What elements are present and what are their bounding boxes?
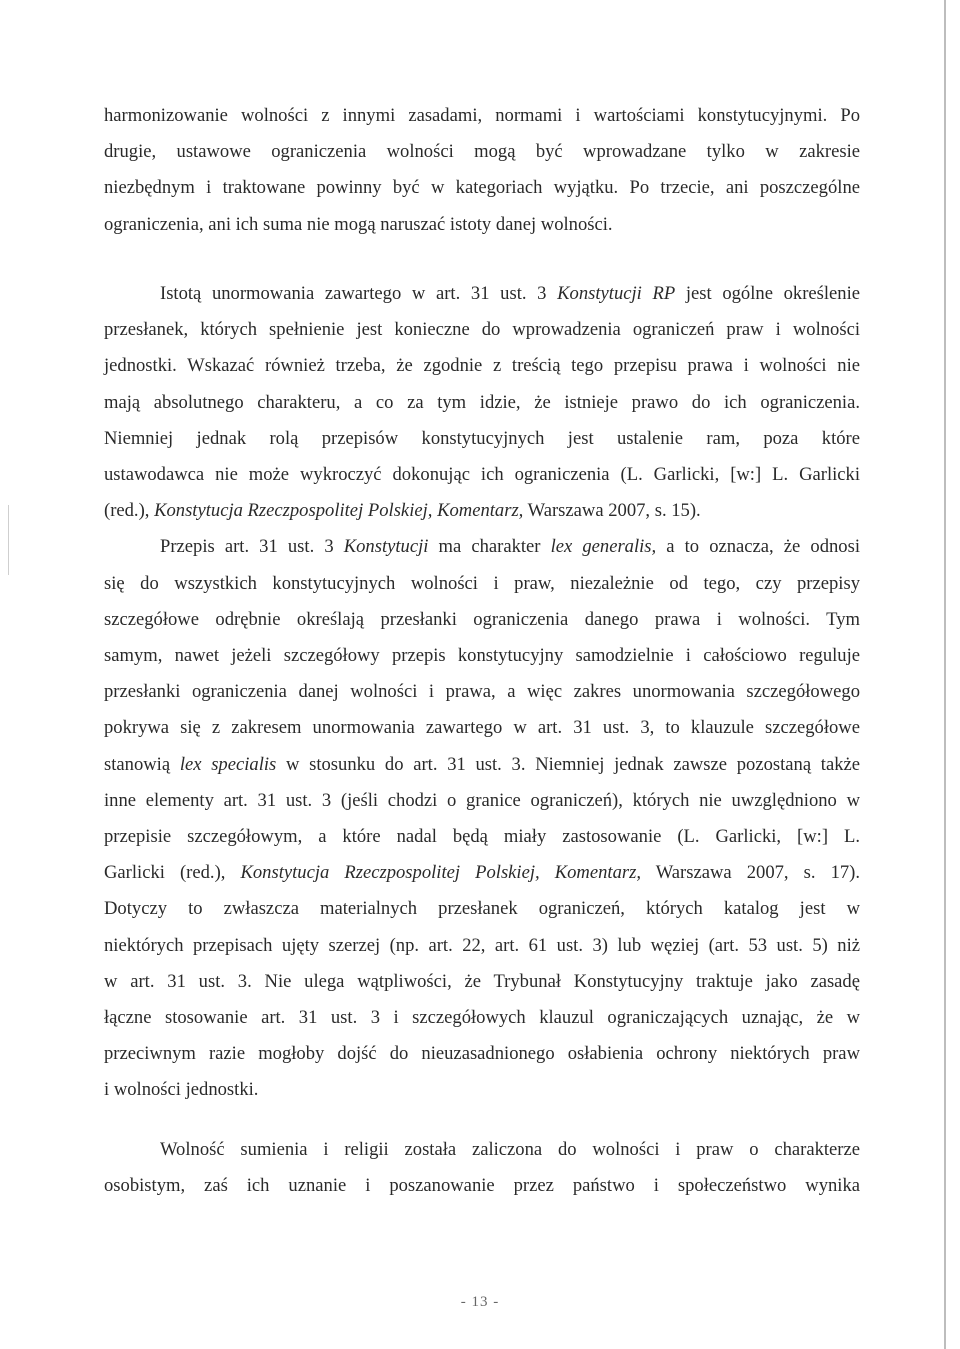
text-line: stanowią lex specialis w stosunku do art. 31 ust. 3. Niemniej jednak zawsze pozostaną także: [104, 753, 861, 775]
paragraph-article-31: [104, 276, 860, 1109]
text-line: ograniczenia, ani ich suma nie mogą naruszać istoty danej wolności.: [104, 213, 613, 235]
text-line: Istotą unormowania zawartego w art. 31 ust. 3 Konstytucji RP jest ogólne określenie: [160, 283, 861, 304]
text-line: w art. 31 ust. 3. Nie ulega wątpliwości, że Trybunał Konstytucyjny traktuje jako zasadę: [104, 970, 860, 992]
text-line: Wolność sumienia i religii została zaliczona do wolności i praw o charakterze: [160, 1139, 860, 1160]
text-line: inne elementy art. 31 ust. 3 (jeśli chodzi o granice ograniczeń), których nie uwzględniono w: [104, 789, 860, 811]
text-line: Niemniej jednak rolą przepisów konstytucyjnych jest ustalenie ram, poza które: [104, 427, 860, 449]
scan-edge-line: [944, 0, 946, 1349]
page-number: - 13 -: [460, 1294, 500, 1310]
text-line: osobistym, zaś ich uznanie i poszanowanie przez państwo i społeczeństwo wynika: [104, 1175, 860, 1197]
text-line: samym, nawet jeżeli szczegółowy przepis konstytucyjny samodzielnie i całościowo reguluje: [104, 645, 860, 667]
text-line: przeciwnym razie mogłoby dojść do nieuzasadnionego osłabienia ochrony niektórych praw: [104, 1043, 860, 1065]
text-line: harmonizowanie wolności z innymi zasadami, normami i wartościami konstytucyjnymi. Po: [104, 105, 860, 126]
paragraph-freedom-of-conscience: [104, 1132, 860, 1204]
text-line: łączne stosowanie art. 31 ust. 3 i szczegółowych klauzul ograniczających uznając, że w: [104, 1007, 860, 1029]
text-line: szczegółowe odrębnie określają przesłanki ograniczenia danego prawa i wolności. Tym: [104, 608, 860, 630]
text-line: niezbędnym i traktowane powinny być w kategoriach wyjątku. Po trzecie, ani poszczególne: [104, 177, 860, 199]
text-line: przesłanki ograniczenia danej wolności i prawa, a więc zakres unormowania szczegółowego: [104, 681, 860, 703]
text-line: jednostki. Wskazać również trzeba, że zgodnie z treścią tego przepisu prawa i wolności nie: [104, 355, 860, 377]
text-line: pokrywa się z zakresem unormowania zawartego w art. 31 ust. 3, to klauzule szczegółowe: [104, 717, 860, 739]
text-line: Dotyczy to zwłaszcza materialnych przesłanek ograniczeń, których katalog jest w: [104, 898, 860, 920]
text-line: i wolności jednostki.: [104, 1079, 259, 1101]
text-line: (red.), Konstytucja Rzeczpospolitej Polskiej, Komentarz, Warszawa 2007, s. 15).: [104, 500, 701, 522]
text-line: Garlicki (red.), Konstytucja Rzeczpospolitej Polskiej, Komentarz, Warszawa 2007, s. 17).: [104, 862, 861, 884]
text-line: Przepis art. 31 ust. 3 Konstytucji ma charakter lex generalis, a to oznacza, że odnosi: [160, 536, 860, 558]
text-line: drugie, ustawowe ograniczenia wolności mogą być wprowadzane tylko w zakresie: [104, 141, 860, 163]
text-line: się do wszystkich konstytucyjnych wolności i praw, niezależnie od tego, czy przepisy: [104, 572, 860, 594]
text-line: przepisie szczegółowym, a które nadal będą miały zastosowanie (L. Garlicki, [w:] L.: [104, 826, 860, 848]
paragraph-continuation: [104, 98, 860, 243]
text-line: przesłanek, których spełnienie jest konieczne do wprowadzenia ograniczeń praw i wolności: [104, 319, 860, 341]
text-line: mają absolutnego charakteru, a co za tym idzie, że istnieje prawo do ich ograniczenia.: [104, 391, 860, 413]
text-line: ustawodawca nie może wykroczyć dokonując ich ograniczenia (L. Garlicki, [w:] L. Garlicki: [104, 464, 860, 486]
scan-artifact: [8, 505, 9, 575]
text-line: niektórych przepisach ujęty szerzej (np. art. 22, art. 61 ust. 3) lub węziej (art. 53 ust. 5) niż: [104, 934, 860, 956]
